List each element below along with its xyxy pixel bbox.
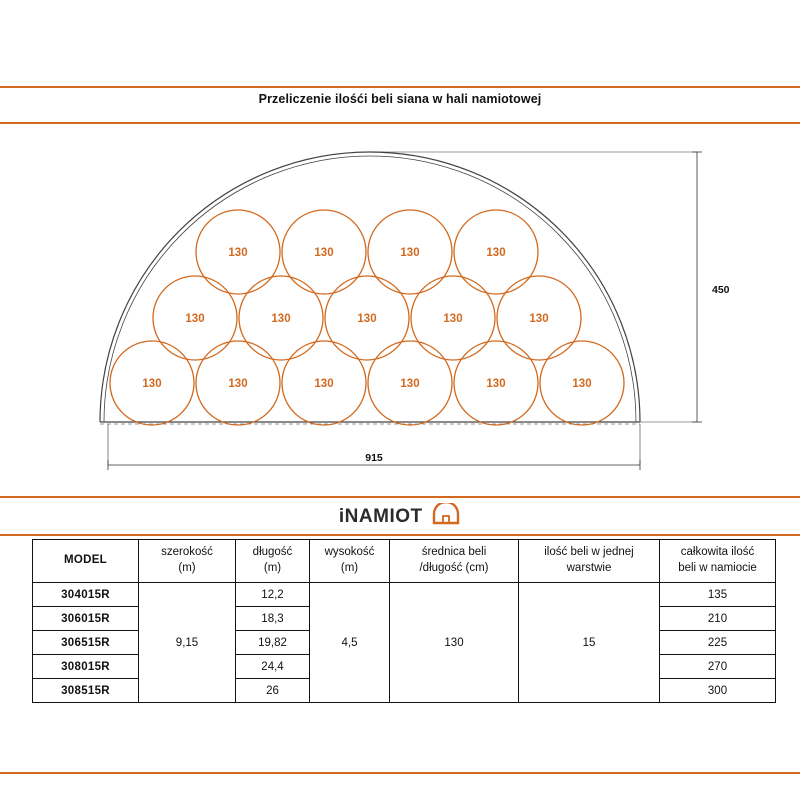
table-row (33, 583, 776, 607)
bale-label: 130 (400, 378, 420, 391)
col-header-model: MODEL (33, 540, 139, 583)
cell-model: 306515R (33, 631, 139, 655)
col-header-wysokosc: wysokość (m) (310, 540, 390, 583)
bale-label: 130 (228, 247, 248, 260)
bale-label: 130 (357, 313, 377, 326)
page-title: Przeliczenie ilośći beli siana w hali namiotowej (258, 92, 542, 106)
bale-label: 130 (443, 313, 463, 326)
bale-label: 130 (314, 378, 334, 391)
cell-calkowita: 210 (660, 607, 776, 631)
specification-table (32, 539, 776, 703)
cell-dlugosc: 12,2 (236, 583, 310, 607)
col-header-dlugosc: długość (m) (236, 540, 310, 583)
brand-logo-text: iNAMIOT (338, 505, 423, 527)
col-header-calkowita-ilosc: całkowita ilość beli w namiocie (660, 540, 776, 583)
height-dimension (370, 152, 702, 422)
divider-below-title (0, 122, 800, 124)
cell-calkowita: 270 (660, 655, 776, 679)
bale-label: 130 (486, 378, 506, 391)
cell-model: 308515R (33, 679, 139, 703)
bale-label: 130 (572, 378, 592, 391)
divider-above-logo (0, 496, 800, 498)
divider-below-logo (0, 534, 800, 536)
bale-label: 130 (271, 313, 291, 326)
cell-wysokosc-merged: 4,5 (310, 583, 390, 703)
bale-label: 130 (529, 313, 549, 326)
bale-label: 130 (228, 378, 248, 391)
hall-cross-section-diagram (0, 130, 800, 490)
cell-srednica-merged: 130 (390, 583, 519, 703)
brand-logo (0, 503, 800, 530)
cell-dlugosc: 26 (236, 679, 310, 703)
cell-ilosc-warstwie-merged: 15 (519, 583, 660, 703)
cell-calkowita: 225 (660, 631, 776, 655)
bale-label: 130 (400, 247, 420, 260)
col-header-ilosc-w-warstwie: ilość beli w jednej warstwie (519, 540, 660, 583)
cell-szerokosc-merged: 9,15 (139, 583, 236, 703)
cell-dlugosc: 18,3 (236, 607, 310, 631)
divider-top (0, 86, 800, 88)
bale-label: 130 (314, 247, 334, 260)
tent-roof-icon (431, 503, 461, 530)
bale-label: 130 (185, 313, 205, 326)
bale-label: 130 (486, 247, 506, 260)
cell-dlugosc: 19,82 (236, 631, 310, 655)
cell-dlugosc: 24,4 (236, 655, 310, 679)
bale-labels (142, 247, 591, 390)
cell-calkowita: 300 (660, 679, 776, 703)
width-dimension-label: 915 (365, 452, 383, 464)
tent-outline (100, 152, 640, 422)
cell-model: 306015R (33, 607, 139, 631)
divider-bottom (0, 772, 800, 774)
cell-calkowita: 135 (660, 583, 776, 607)
col-header-srednica-beli: średnica beli /długość (cm) (390, 540, 519, 583)
bale-label: 130 (142, 378, 162, 391)
table-header-row (33, 540, 776, 583)
cell-model: 304015R (33, 583, 139, 607)
cell-model: 308015R (33, 655, 139, 679)
col-header-szerokosc: szerokość (m) (139, 540, 236, 583)
height-dimension-label: 450 (712, 283, 730, 296)
